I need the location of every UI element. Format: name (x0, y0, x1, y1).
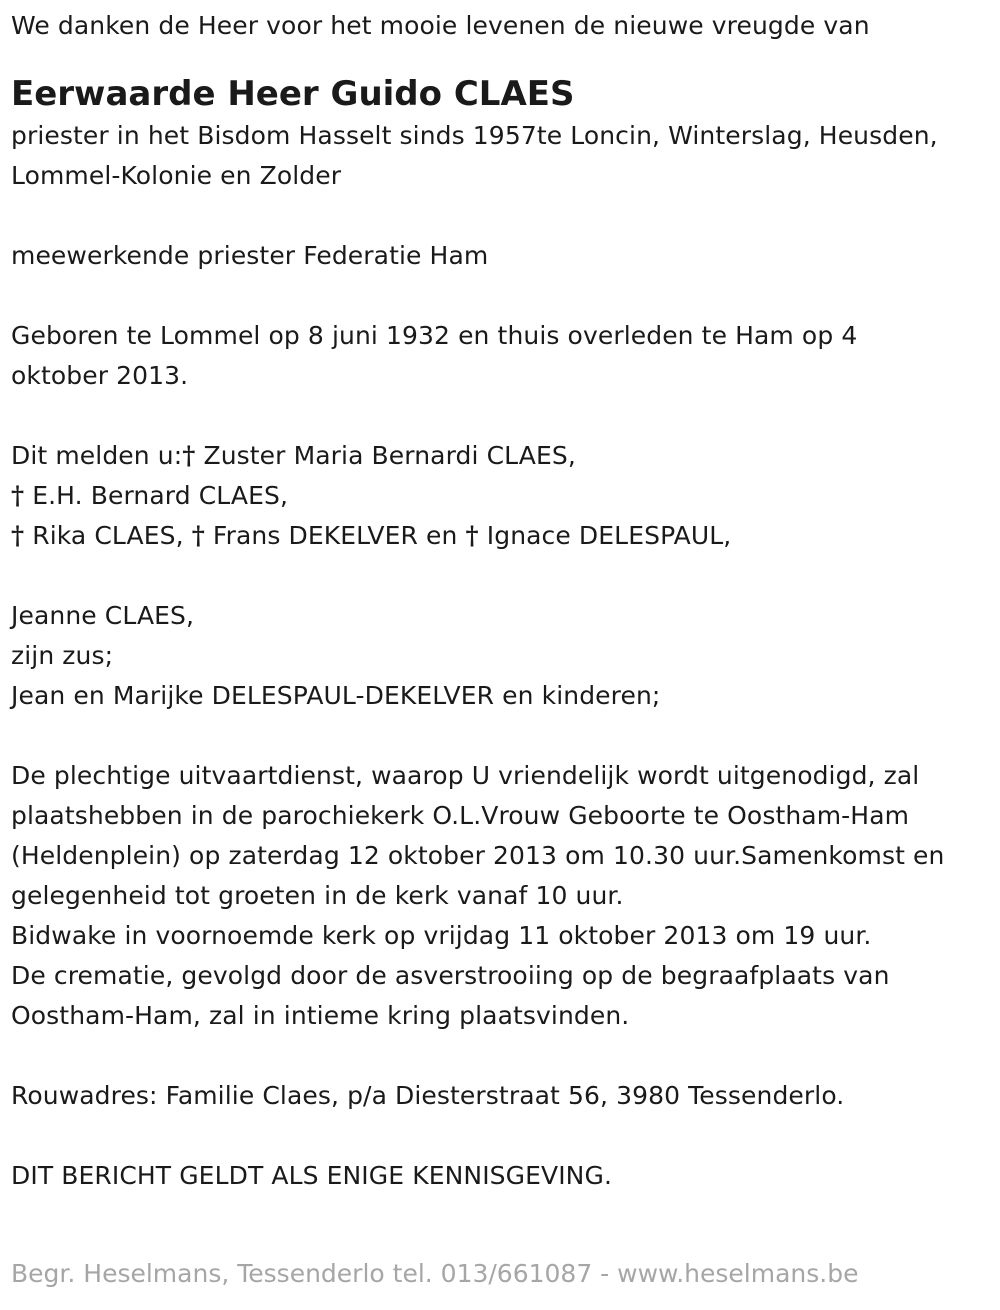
announce-line-3 (11, 516, 991, 556)
announce-name-4: Frans DEKELVER en (204, 521, 466, 550)
intro-text: We danken de Heer voor het mooie levenen de nieuwe vreugde van (11, 11, 870, 40)
family-line: zijn zus; (11, 641, 114, 670)
announce-name-1: Zuster Maria Bernardi CLAES, (195, 441, 576, 470)
obituary-card (11, 6, 991, 1196)
cross-icon: † (191, 521, 205, 550)
service-line: gelegenheid tot groeten in de kerk vanaf 10 uur. (11, 881, 624, 910)
birth-line-1: Geboren te Lommel op 8 juni 1932 en thuis overleden te Ham op 4 (11, 321, 858, 350)
mourning-address: Rouwadres: Familie Claes, p/a Diesterstraat 56, 3980 Tessenderlo. (11, 1081, 845, 1110)
notice-text: DIT BERICHT GELDT ALS ENIGE KENNISGEVING. (11, 1161, 612, 1190)
service-line: plaatshebben in de parochiekerk O.L.Vrouw Geboorte te Oostham-Ham (11, 801, 910, 830)
announce-name-2: E.H. Bernard CLAES, (24, 481, 288, 510)
announce-line-1 (11, 436, 991, 476)
service-line: Oostham-Ham, zal in intieme kring plaatsvinden. (11, 1001, 630, 1030)
service-line: De crematie, gevolgd door de asverstrooiing op de begraafplaats van (11, 961, 890, 990)
role-line-1: priester in het Bisdom Hasselt sinds 1957te Loncin, Winterslag, Heusden, (11, 121, 938, 150)
cross-icon: † (465, 521, 479, 550)
role-line-2: Lommel-Kolonie en Zolder (11, 161, 342, 190)
announce-name-3: Rika CLAES, (24, 521, 192, 550)
role-extra: meewerkende priester Federatie Ham (11, 241, 489, 270)
cross-icon: † (11, 481, 25, 510)
deceased-name: Eerwaarde Heer Guido CLAES (11, 74, 575, 114)
cross-icon: † (11, 521, 25, 550)
service-line: (Heldenplein) op zaterdag 12 oktober 2013 om 10.30 uur.Samenkomst en (11, 841, 945, 870)
service-line: Bidwake in voornoemde kerk op vrijdag 11 oktober 2013 om 19 uur. (11, 921, 872, 950)
birth-line-2: oktober 2013. (11, 361, 189, 390)
family-line: Jeanne CLAES, (11, 601, 195, 630)
announce-name-5: Ignace DELESPAUL, (478, 521, 732, 550)
undertaker-footer: Begr. Heselmans, Tessenderlo tel. 013/661087 - www.heselmans.be (11, 1259, 859, 1288)
cross-icon: † (182, 441, 196, 470)
service-line: De plechtige uitvaartdienst, waarop U vriendelijk wordt uitgenodigd, zal (11, 761, 920, 790)
announce-prefix: Dit melden u: (11, 441, 183, 470)
announce-line-2 (11, 476, 991, 516)
family-line: Jean en Marijke DELESPAUL-DEKELVER en kinderen; (11, 681, 661, 710)
